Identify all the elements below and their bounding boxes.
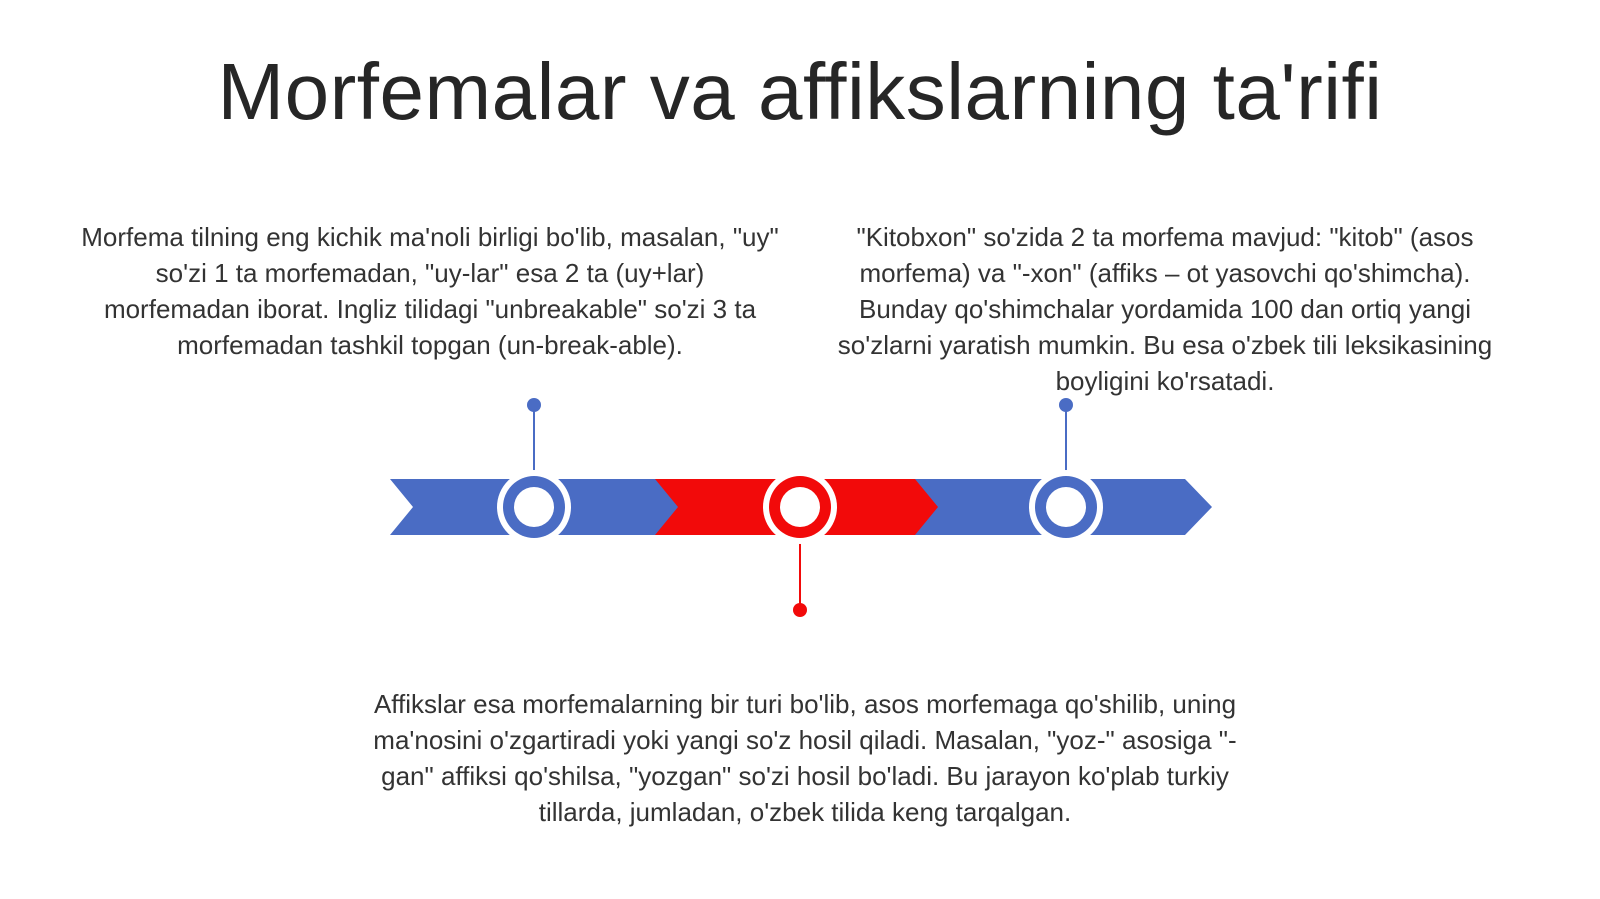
milestone-center-marker — [763, 470, 837, 544]
milestone-bottom-dot — [793, 603, 807, 617]
milestone-right-dot — [1059, 398, 1073, 412]
milestone-right-marker — [1029, 470, 1103, 544]
milestone-right-text: "Kitobxon" so'zida 2 ta morfema mavjud: "kitob" (asos morfema) va "-xon" (affiks – ot yasovchi qo'shimcha). Bunday qo'shimchalar yordamida 100 dan ortiq yangi so'zlarni yaratish mumkin. Bu esa o'zbek tili leksikasining boyligini ko'rsatadi. — [837, 222, 1493, 396]
milestone-left-marker — [497, 470, 571, 544]
milestone-left-text: Morfema tilning eng kichik ma'noli birligi bo'lib, masalan, "uy" so'zi 1 ta morfemadan, "uy-lar" esa 2 ta (uy+lar) morfemadan iborat. Ingliz tilidagi "unbreakable" so'zi 3 ta morfemadan tashkil topgan (un-break-able). — [81, 222, 779, 360]
milestone-bottom-text: Affikslar esa morfemalarning bir turi bo'lib, asos morfemaga qo'shilib, uning ma'nosini o'zgartiradi yoki yangi so'z hosil qiladi. Masalan, "yoz-" asosiga "-gan" affiksi qo'shilsa, "yozgan" so'zi hosil bo'ladi. Bu jarayon ko'plab turkiy tillarda, jumladan, o'zbek tilida keng tarqalgan. — [373, 689, 1237, 827]
slide-title: Morfemalar va affikslarning ta'rifi — [217, 47, 1383, 136]
milestone-left-dot — [527, 398, 541, 412]
